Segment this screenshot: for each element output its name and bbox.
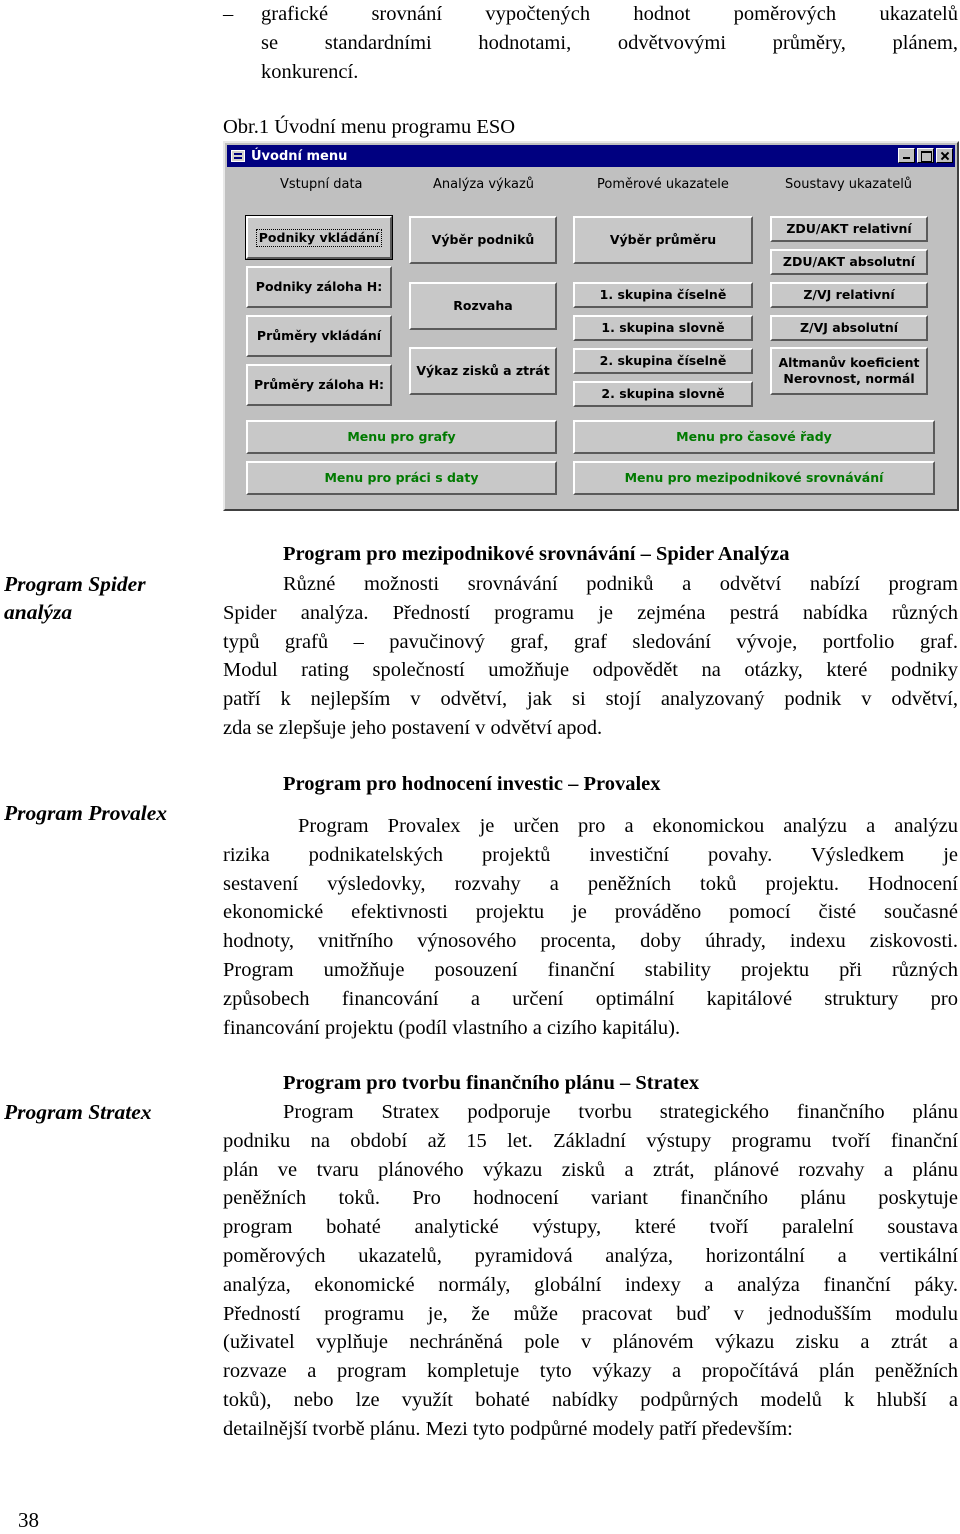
side-label-line: analýza xyxy=(4,600,73,624)
menu-pomerove-ukazatele: Poměrové ukazatele xyxy=(597,177,729,192)
window-titlebar xyxy=(227,145,955,167)
zdu-akt-absolutni-button[interactable]: ZDU/AKT absolutní xyxy=(770,249,928,275)
app-icon xyxy=(231,150,245,162)
bullet-dash: – xyxy=(223,3,234,25)
zvj-absolutni-button[interactable]: Z/VJ absolutní xyxy=(770,315,928,341)
podniky-zaloha-button[interactable]: Podniky záloha H: xyxy=(246,266,392,308)
paragraph-stratex xyxy=(223,1098,958,1444)
menu-soustavy-ukazatelu: Soustavy ukazatelů xyxy=(785,177,913,192)
side-label-stratex: Program Stratex xyxy=(4,1100,152,1124)
para-line: Spider analýza. Předností programu je zejména pestrá nabídka různých xyxy=(223,601,958,624)
para-line: zda se zlepšuje jeho postavení v odvětví apod. xyxy=(223,716,603,739)
menu-analyza-vykazu: Analýza výkazů xyxy=(433,177,535,192)
para-line: poměrových ukazatelů, pyramidová analýza, horizontální a vertikální xyxy=(223,1244,958,1267)
maximize-icon[interactable] xyxy=(917,148,934,163)
rozvaha-button[interactable]: Rozvaha xyxy=(409,282,557,330)
para-line: hodnoty, vnitřního výnosového procenta, doby úhrady, indexu ziskovosti. xyxy=(223,930,958,953)
para-line: ekonomické efektivnosti projektu je prováděno pomocí čisté současné xyxy=(223,901,958,924)
para-line: peněžních toků. Pro hodnocení variant finančního plánu poskytuje xyxy=(223,1187,958,1210)
para-line: program bohaté analytické výstupy, které tvoří paralelní soustava xyxy=(223,1216,958,1239)
paragraph-provalex xyxy=(223,812,958,1042)
vyber-podniku-button[interactable]: Výběr podniků xyxy=(409,216,557,264)
menu-mezipodnikove-button[interactable]: Menu pro mezipodnikové srovnávání xyxy=(573,461,935,495)
zdu-akt-relativni-button[interactable]: ZDU/AKT relativní xyxy=(770,216,928,242)
skupina1-ciselne-button[interactable]: 1. skupina číselně xyxy=(573,282,753,308)
skupina1-slovne-button[interactable]: 1. skupina slovně xyxy=(573,315,753,341)
intro-line: se standardními hodnotami, odvětvovými průměry, plánem, xyxy=(261,31,958,54)
page-number: 38 xyxy=(18,1508,39,1532)
side-label-spider xyxy=(4,570,146,626)
menu-casove-rady-button[interactable]: Menu pro časové řady xyxy=(573,420,935,454)
button-label-line: Altmanův koeficient xyxy=(778,355,920,370)
zvj-relativni-button[interactable]: Z/VJ relativní xyxy=(770,282,928,308)
para-line: typů grafů – pavučinový graf, graf sledování vývoje, portfolio graf. xyxy=(223,630,958,653)
close-icon[interactable] xyxy=(936,148,953,163)
para-line: Program Stratex podporuje tvorbu strategického finančního plánu xyxy=(283,1101,958,1123)
menu-grafy-button[interactable]: Menu pro grafy xyxy=(246,420,557,454)
side-label-provalex: Program Provalex xyxy=(4,801,168,825)
para-line: Modul rating společností umožňuje odpovědět na otázky, které podniky xyxy=(223,659,958,682)
podniky-vkladani-button[interactable] xyxy=(246,216,392,259)
para-line: Různé možnosti srovnávání podniků a odvětví nabízí program xyxy=(283,573,958,595)
menu-prace-s-daty-button[interactable]: Menu pro práci s daty xyxy=(246,461,557,495)
para-line: plán ve tvaru plánového výkazu zisků a ztrát, plánové rozvahy a plánu xyxy=(223,1158,958,1181)
heading-provalex: Program pro hodnocení investic – Provalex xyxy=(283,773,661,795)
prumery-vkladani-button[interactable]: Průměry vkládání xyxy=(246,315,392,357)
para-line: (uživatel vyplňuje nechráněná pole v plánovém výkazu zisku a ztrát a xyxy=(223,1331,958,1354)
skupina2-slovne-button[interactable]: 2. skupina slovně xyxy=(573,381,753,407)
skupina2-ciselne-button[interactable]: 2. skupina číselně xyxy=(573,348,753,374)
window-title: Úvodní menu xyxy=(251,148,348,164)
para-line: podniku na období až 15 let. Základní výstupy programu tvoří finanční xyxy=(223,1129,958,1152)
minimize-icon[interactable] xyxy=(898,148,915,163)
intro-line: grafické srovnání vypočtených hodnot poměrových ukazatelů xyxy=(261,3,958,25)
prumery-zaloha-button[interactable]: Průměry záloha H: xyxy=(246,364,392,406)
heading-stratex: Program pro tvorbu finančního plánu – Stratex xyxy=(283,1072,700,1094)
altman-nerovnost-button[interactable] xyxy=(770,347,928,395)
para-line: patří k nejlepším v odvětví, jak si stojí analyzovaný podnik v odvětví, xyxy=(223,688,958,711)
heading-spider: Program pro mezipodnikové srovnávání – Spider Analýza xyxy=(283,543,790,565)
button-label-line: Nerovnost, normál xyxy=(783,371,915,386)
paragraph-spider xyxy=(223,570,958,743)
para-line: Předností programu je, že může pracovat buď v jednodušším modulu xyxy=(223,1302,958,1325)
para-line: analýza, ekonomické normály, globální indexy a analýza finanční páky. xyxy=(223,1273,958,1296)
eso-main-menu-window xyxy=(223,141,959,511)
para-line: rozvaze a program kompletuje tyto výkazy a propočítává plán peněžních xyxy=(223,1360,958,1383)
para-line: sestavení výsledovky, rozvahy a peněžních toků projektu. Hodnocení xyxy=(223,872,958,895)
menu-vstupni-data: Vstupní data xyxy=(280,177,363,192)
vyber-prumeru-button[interactable]: Výběr průměru xyxy=(573,216,753,264)
para-line: detailnější tvorbě plánu. Mezi tyto podpůrné modely patří především: xyxy=(223,1417,793,1440)
intro-line: konkurencí. xyxy=(261,60,359,83)
side-label-line: Program Spider xyxy=(4,572,146,596)
figure-caption: Obr.1 Úvodní menu programu ESO xyxy=(223,116,516,138)
para-line: Program umožňuje posouzení finanční stability projektu při různých xyxy=(223,958,958,981)
para-line: financování projektu (podíl vlastního a cizího kapitálu). xyxy=(223,1016,681,1039)
para-line: toků), nebo lze využít bohaté nabídky podpůrných modelů k hlubší a xyxy=(223,1388,958,1411)
vykaz-zisku-ztrat-button[interactable]: Výkaz zisků a ztrát xyxy=(409,347,557,395)
intro-bullet-text xyxy=(261,0,958,86)
para-line: Program Provalex je určen pro a ekonomickou analýzu a analýzu xyxy=(298,815,958,837)
button-label: Podniky vkládání xyxy=(256,229,382,247)
para-line: způsobech financování a určení optimální kapitálové struktury pro xyxy=(223,987,958,1010)
para-line: rizika podnikatelských projektů investiční povahy. Výsledkem je xyxy=(223,843,958,866)
